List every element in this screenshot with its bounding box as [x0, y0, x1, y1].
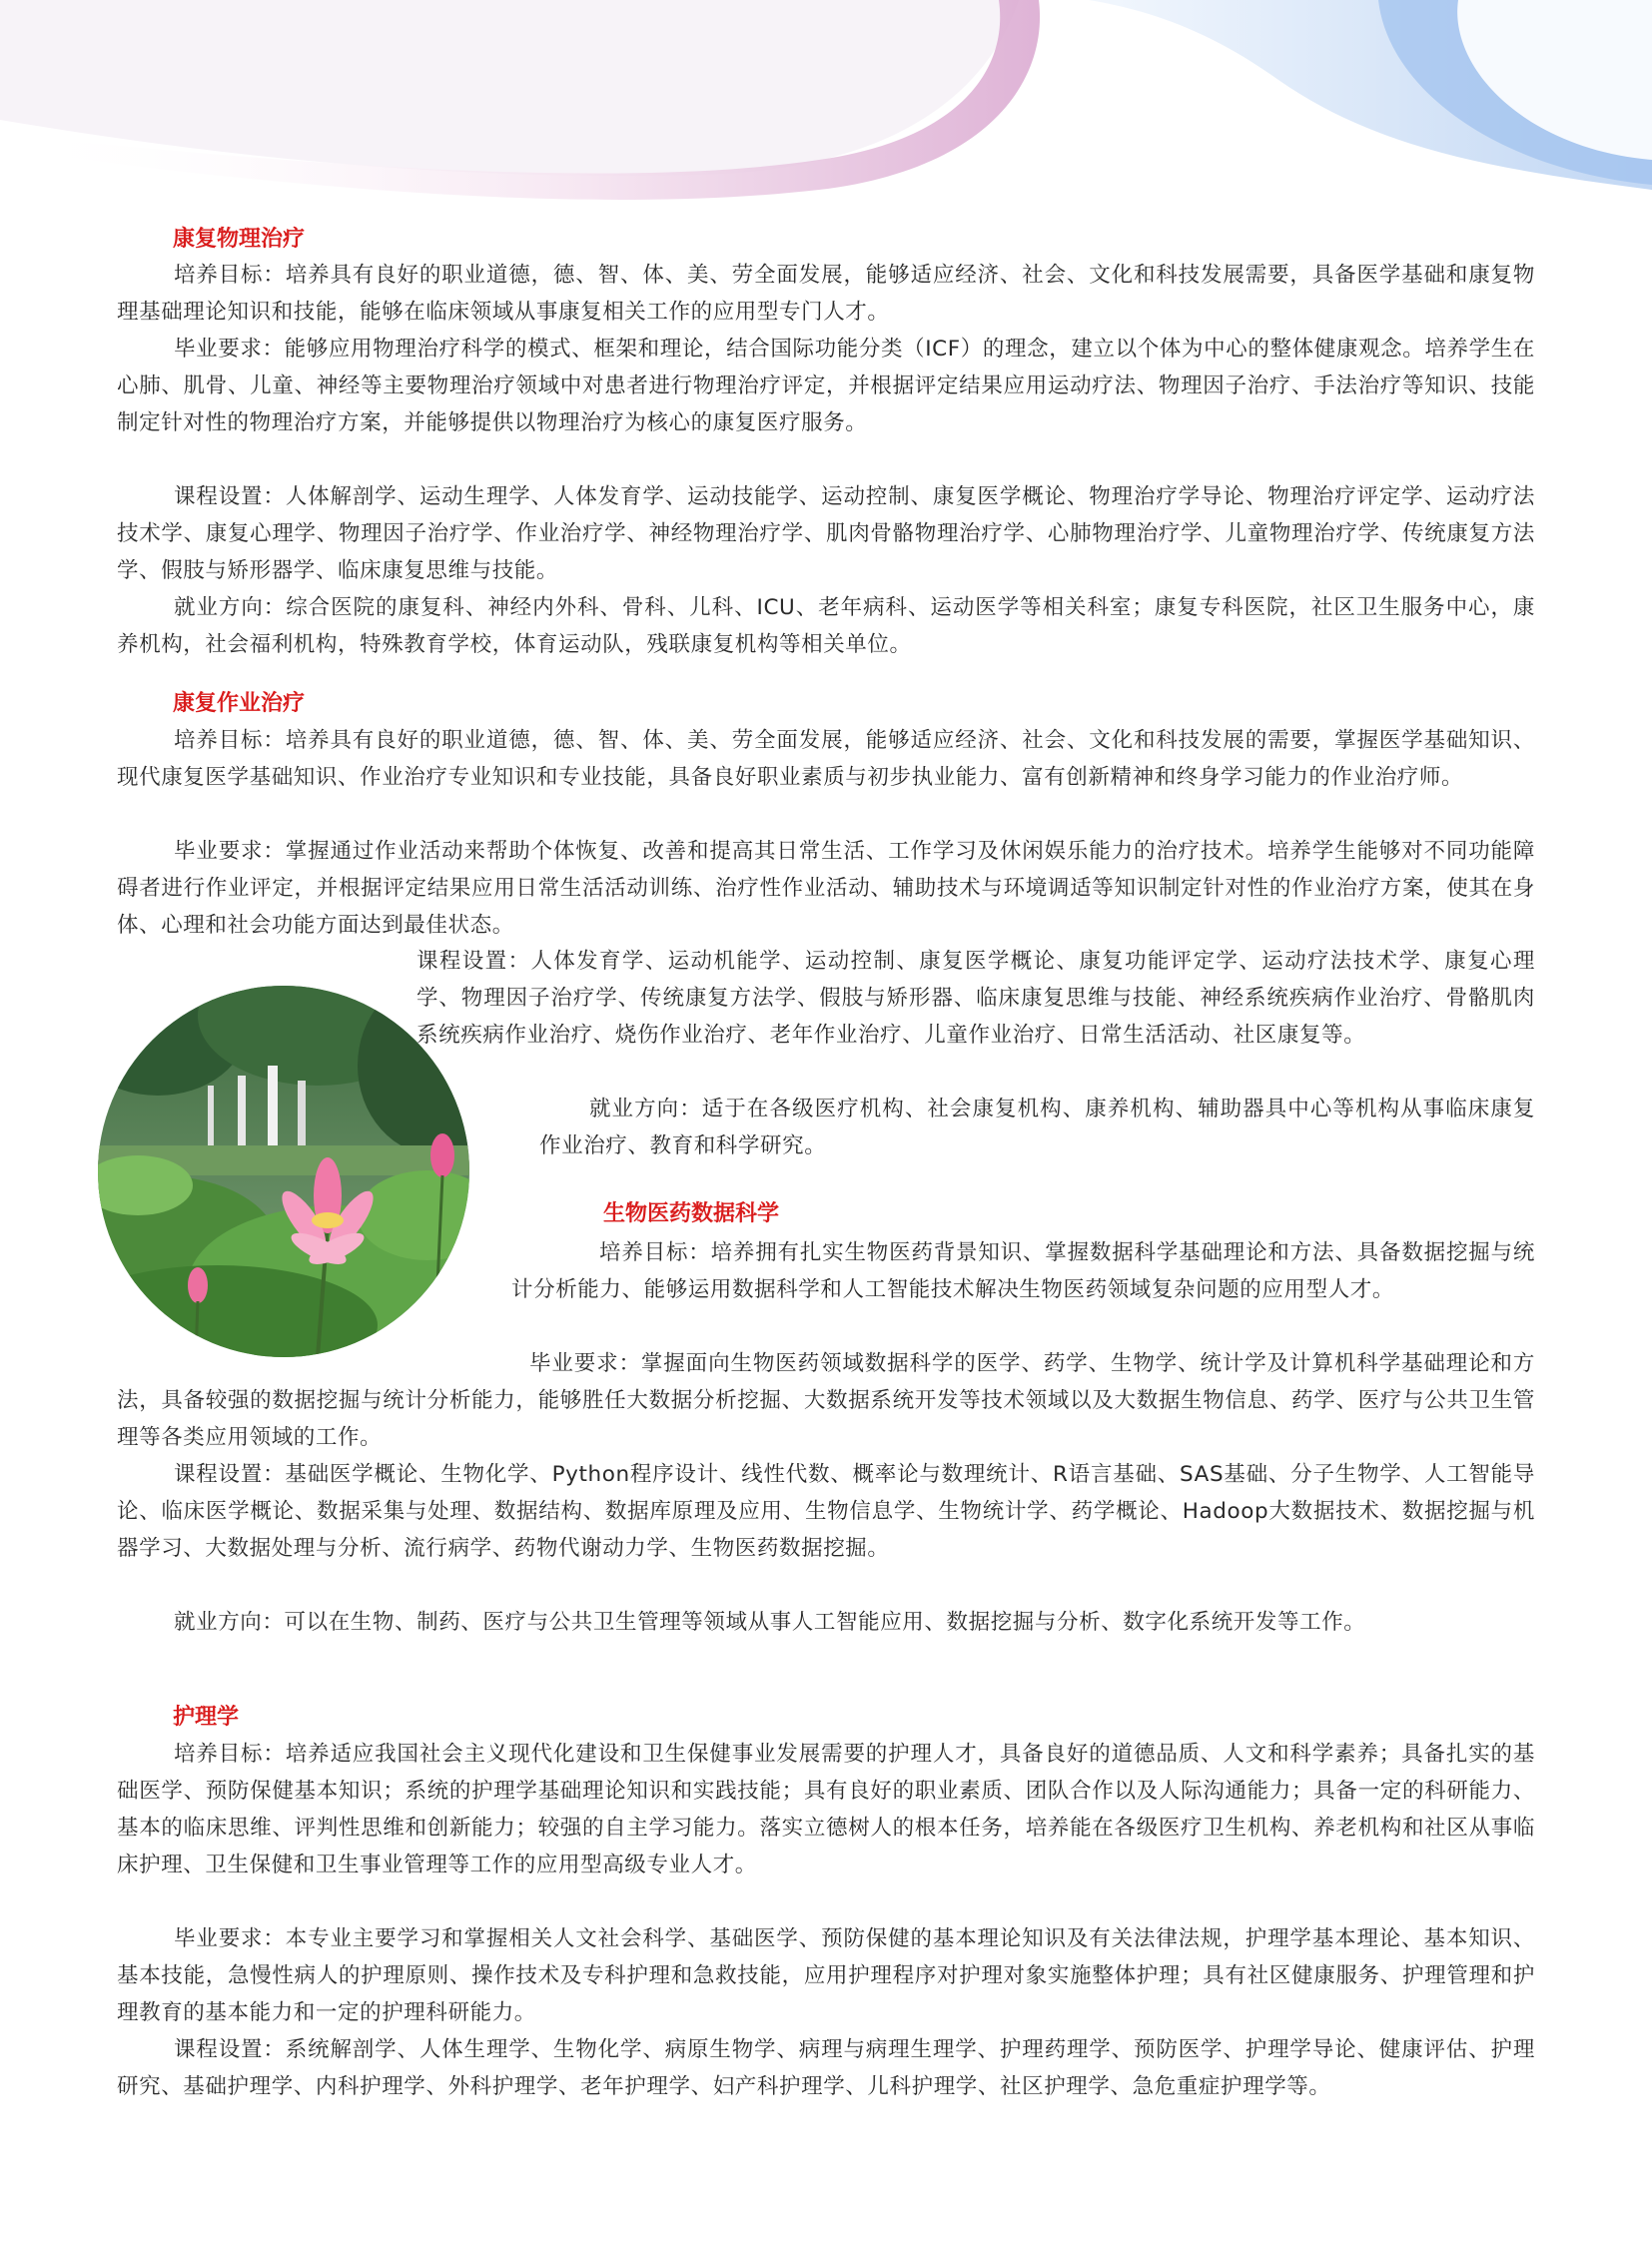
nursing-goal: 培养目标：培养适应我国社会主义现代化建设和卫生保健事业发展需要的护理人才，具备良好的道德品质、人文和科学素养；具备扎实的基础医学、预防保健基本知识；系统的护理学基础理论知识和实践技能；具有良好的职业素质、团队合作以及人际沟通能力；具备一定的科研能力、基本的临床思维、评判性思维和创新能力；较强的自主学习能力。落实立德树人的根本任务，培养能在各级医疗卫生机构、养老机构和社区从事临床护理、卫生保健和卫生事业管理等工作的应用型高级专业人才。: [117, 1742, 1535, 1877]
ot-career: 就业方向：适于在各级医疗机构、社会康复机构、康养机构、辅助器具中心等机构从事临床康复作业治疗、教育和科学研究。: [539, 1097, 1535, 1158]
section-title-pt: 康复物理治疗: [173, 227, 306, 252]
nursing-courses: 课程设置：系统解剖学、人体生理学、生物化学、病原生物学、病理与病理生理学、护理药理学、预防医学、护理学导论、健康评估、护理研究、基础护理学、内科护理学、外科护理学、老年护理学、妇产科护理学、儿科护理学、社区护理学、急危重症护理学等。: [117, 2037, 1535, 2099]
ot-courses: 课程设置：人体发育学、运动机能学、运动控制、康复医学概论、康复功能评定学、运动疗法技术学、康复心理学、物理因子治疗学、传统康复方法学、假肢与矫形器、临床康复思维与技能、神经系统疾病作业治疗、骨骼肌肉系统疾病作业治疗、烧伤作业治疗、老年作业治疗、儿童作业治疗、日常生活活动、社区康复等。: [416, 949, 1535, 1048]
pt-goal: 培养目标：培养具有良好的职业道德，德、智、体、美、劳全面发展，能够适应经济、社会、文化和科技发展需要，具备医学基础和康复物理基础理论知识和技能，能够在临床领域从事康复相关工作的应用型专门人才。: [117, 263, 1535, 325]
lotus-pond-photo: [98, 986, 469, 1357]
bds-career: 就业方向：可以在生物、制药、医疗与公共卫生管理等领域从事人工智能应用、数据挖掘与分析、数字化系统开发等工作。: [174, 1610, 1366, 1635]
bds-requirement: 毕业要求：掌握面向生物医药领域数据科学的医学、药学、生物学、统计学及计算机科学基础理论和方法，具备较强的数据挖掘与统计分析能力，能够胜任大数据分析挖掘、大数据系统开发等技术领域以及大数据生物信息、药学、医疗与公共卫生管理等各类应用领域的工作。: [117, 1351, 1535, 1450]
section-title-ot: 康复作业治疗: [173, 691, 306, 716]
ot-requirement: 毕业要求：掌握通过作业活动来帮助个体恢复、改善和提高其日常生活、工作学习及休闲娱乐能力的治疗技术。培养学生能够对不同功能障碍者进行作业评定，并根据评定结果应用日常生活活动训练、治疗性作业活动、辅助技术与环境调适等知识制定针对性的作业治疗方案，使其在身体、心理和社会功能方面达到最佳状态。: [117, 839, 1535, 938]
bds-courses: 课程设置：基础医学概论、生物化学、Python程序设计、线性代数、概率论与数理统计、R语言基础、SAS基础、分子生物学、人工智能导论、临床医学概论、数据采集与处理、数据结构、数据库原理及应用、生物信息学、生物统计学、药学概论、Hadoop大数据技术、数据挖掘与机器学习、大数据处理与分析、流行病学、药物代谢动力学、生物医药数据挖掘。: [117, 1462, 1535, 1561]
ot-goal: 培养目标：培养具有良好的职业道德，德、智、体、美、劳全面发展，能够适应经济、社会、文化和科技发展的需要，掌握医学基础知识、现代康复医学基础知识、作业治疗专业知识和专业技能，具备良好职业素质与初步执业能力、富有创新精神和终身学习能力的作业治疗师。: [117, 728, 1535, 790]
bds-goal: 培养目标：培养拥有扎实生物医药背景知识、掌握数据科学基础理论和方法、具备数据挖掘与统计分析能力、能够运用数据科学和人工智能技术解决生物医药领域复杂问题的应用型人才。: [511, 1240, 1535, 1302]
nursing-requirement: 毕业要求：本专业主要学习和掌握相关人文社会科学、基础医学、预防保健的基本理论知识及有关法律法规，护理学基本理论、基本知识、基本技能，急慢性病人的护理原则、操作技术及专科护理和急救技能，应用护理程序对护理对象实施整体护理；具有社区健康服务、护理管理和护理教育的基本能力和一定的护理科研能力。: [117, 1926, 1535, 2025]
pt-courses: 课程设置：人体解剖学、运动生理学、人体发育学、运动技能学、运动控制、康复医学概论、物理治疗学导论、物理治疗评定学、运动疗法技术学、康复心理学、物理因子治疗学、作业治疗学、神经物理治疗学、肌肉骨骼物理治疗学、心肺物理治疗学、儿童物理治疗学、传统康复方法学、假肢与矫形器学、临床康复思维与技能。: [117, 484, 1535, 583]
section-title-nursing: 护理学: [173, 1705, 240, 1730]
pt-career: 就业方向：综合医院的康复科、神经内外科、骨科、儿科、ICU、老年病科、运动医学等相关科室；康复专科医院，社区卫生服务中心，康养机构，社会福利机构，特殊教育学校，体育运动队，残联康复机构等相关单位。: [117, 595, 1535, 657]
section-title-bds: 生物医药数据科学: [603, 1201, 780, 1226]
pt-requirement: 毕业要求：能够应用物理治疗科学的模式、框架和理论，结合国际功能分类（ICF）的理念，建立以个体为中心的整体健康观念。培养学生在心肺、肌骨、儿童、神经等主要物理治疗领域中对患者进行物理治疗评定，并根据评定结果应用运动疗法、物理因子治疗、手法治疗等知识、技能制定针对性的物理治疗方案，并能够提供以物理治疗为核心的康复医疗服务。: [117, 337, 1535, 435]
